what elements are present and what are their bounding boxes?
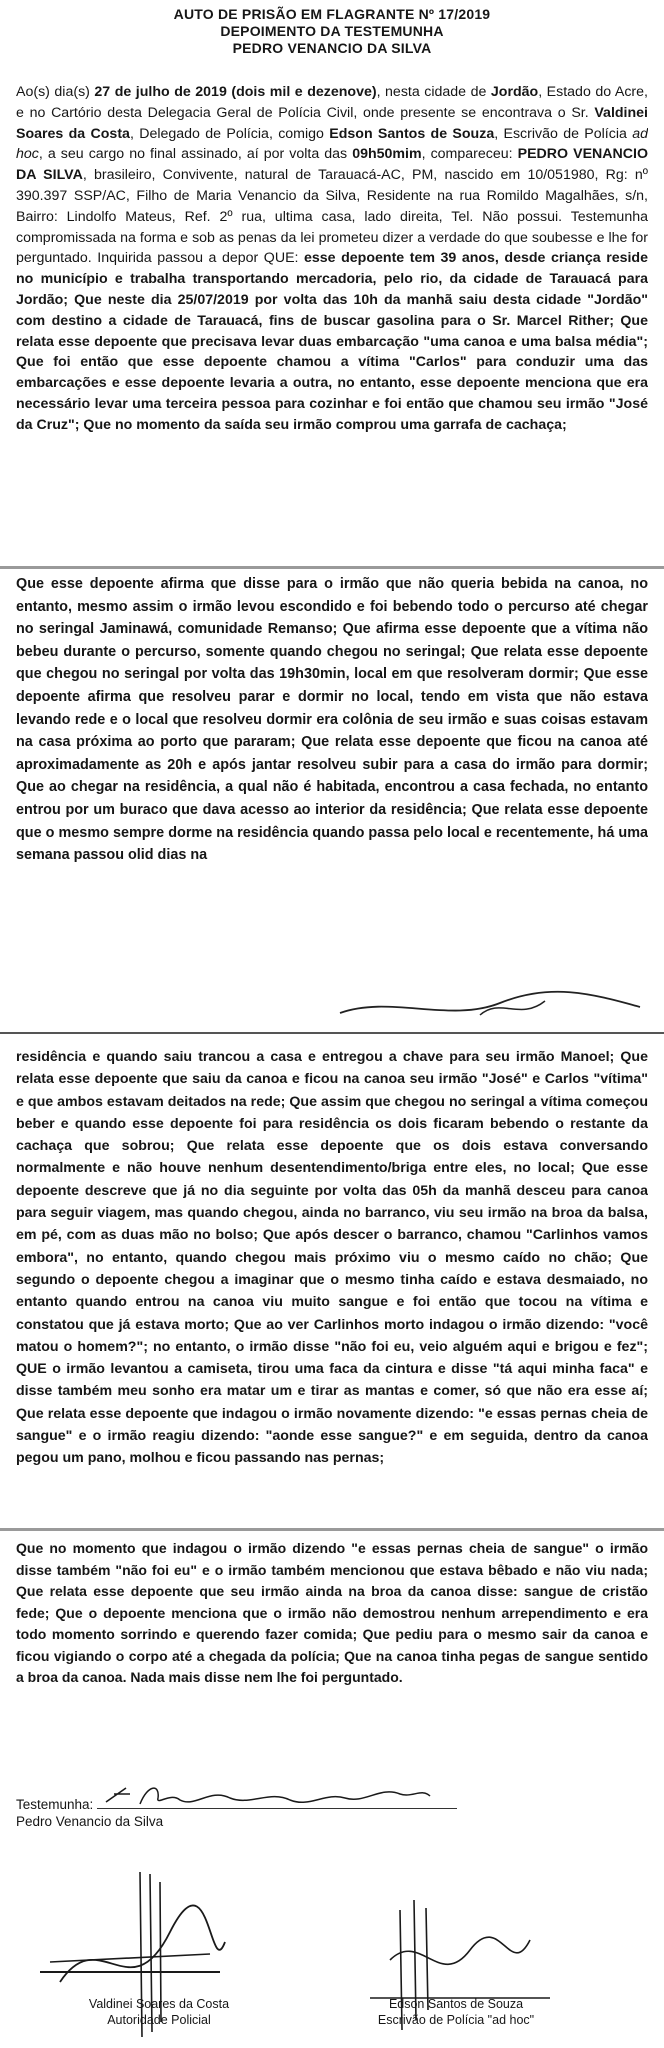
witness-label: Testemunha: (16, 1797, 94, 1812)
witness-heading: PEDRO VENANCIO DA SILVA (232, 40, 432, 56)
witness-handwritten-signature (100, 1774, 440, 1816)
text-run: , Escrivão de Polícia (494, 125, 633, 142)
statement-section-2 (16, 573, 648, 1025)
page-divider (0, 1032, 664, 1034)
date-text: 27 de julho de 2019 (dois mil e dezenove) (94, 84, 377, 100)
text-run: , brasileiro, Convivente, natural de Tarauacá-AC, PM, nascido em 10/051980, Rg: nº 390.397 SSP/AC, Filho de Maria Venancio da Silva, Residente na rua Romildo Magalhães, s/n, Bairro: Lindolfo Mateus, Ref. 2º rua, ultima casa, lado direita, Tel. Não possui. Testemunha compromissada na forma e sob as penas da lei prometeu dizer a verdade do que soubesse e lhe for perguntado. Inquirida passou a depor QUE: (16, 167, 648, 267)
statement-paragraph-3: residência e quando saiu trancou a casa e entregou a chave para seu irmão Manoel; Que relata esse depoente que saiu da canoa e ficou na canoa seu irmão "José" e Carlos "vítima" e que ambos estavam deitados na rede; Que assim que chegou no seringal a vítima começou beber e quando esse depoente foi para residência os dois ficaram bebendo o restante da cachaça que sobrou; Que relata esse depoente que os dois estava conversando normalmente e não houve nenhum desentendimento/briga entre eles, no local; Que esse depoente descreve que já no dia seguinte por volta das 05h da manhã desceu para canoa para seguir viagem, mas quando chegou, ainda no barranco, viu seu irmão na broa da balsa, em pé, com as duas mão no bolso; Que após descer o barranco, chamou "Carlinhos vamos embora", no entanto, quando chegou mais próximo viu o mesmo caído no chão; Que segundo o depoente chegou a imaginar que o mesmo tinha caído e estava desmaiado, no entanto quando entrou na canoa viu muito sangue e foi então que tocou na vítima e constatou que já estava morto; Que ao ver Carlinhos morto indagou o irmão dizendo: "você matou o homem?"; no entanto, o irmão disse "não foi eu, veio alguém aqui e brigou e fez"; QUE o irmão levantou a camiseta, tirou uma faca da cintura e disse "tá aqui minha faca" e disse também meu sonho era matar um e tirar as mantas e comer, só que não era esse aí; Que relata esse depoente que indagou o irmão novamente dizendo: "e essas pernas cheia de sangue" e o irmão reagiu dizendo: "aonde esse sangue?" e em seguida, dentro da canoa pegou um pano, molhou e ficou passando nas pernas; (16, 1049, 648, 1467)
text-run: , Delegado de Polícia, comigo (129, 125, 330, 142)
page-divider (0, 1528, 664, 1531)
page-divider (0, 566, 664, 569)
document-subtitle: DEPOIMENTO DA TESTEMUNHA (220, 23, 444, 39)
clerk-name: Edson Santos de Souza (388, 1997, 524, 2011)
clerk-signature-block (356, 1996, 556, 2028)
statement-section-4 (16, 1538, 648, 1788)
text-run: , Estado do Acre, e no Cartório desta Delegacia Geral de Polícia Civil, onde presente se encontrava o Sr. (16, 84, 648, 121)
witness-name-inline: PEDRO VENANCIO DA SILVA (16, 146, 648, 184)
clerk-name-inline: Edson Santos de Souza (329, 125, 495, 142)
testimony-text: esse depoente tem 39 anos, desde criança reside no município e trabalha transportando mercadoria, pelo rio, da cidade de Tarauacá para Jordão; Que neste dia 25/07/2019 por volta das 10h da manhã saiu desta cidade "Jordão" com destino a cidade de Tarauacá, fins de buscar gasolina para o Sr. Marcel Rither; Que relata esse depoente que precisava levar duas embarcação "uma canoa e uma balsa média"; Que foi então que esse depoente chamou a vítima "Carlos" para conduzir uma das embarcações e esse depoente levaria a outra, no entanto, esse depoente menciona que era necessário levar uma terceira pessoa para cozinhar e foi então que chamou seu irmão "José da Cruz"; Que no momento da saída seu irmão comprou uma garrafa de cachaça; (16, 250, 648, 433)
statement-section-3 (16, 1046, 648, 1482)
document-title: AUTO DE PRISÃO EM FLAGRANTE Nº 17/2019 (173, 6, 491, 22)
authority-signature-block (64, 1996, 254, 2028)
statement-paragraph-4: Que no momento que indagou o irmão dizendo "e essas pernas cheia de sangue" o irmão disse também "não foi eu" e o irmão também mencionou que estava bêbado e não viu nada; Que relata esse depoente que seu irmão ainda na broa da canoa disse: sangue de cristão fede; Que o depoente menciona que o irmão não demostrou nenhum arrependimento e era todo momento sorrindo e querendo fazer comida; Que pediu para o mesmo sair da canoa e ficou vigiando o corpo até a chegada da polícia; Que na canoa tinha pegas de sangue sentido a broa da canoa. Nada mais disse nem lhe foi perguntado. (16, 1540, 648, 1685)
statement-paragraph-2: Que esse depoente afirma que disse para o irmão que não queria bebida na canoa, no entanto, mesmo assim o irmão levou escondido e foi bebendo todo o percurso até chegar no seringal Jaminawá, comunidade Remanso; Que afirma esse depoente que a vítima não bebeu durante o percurso, somente quando chegou no seringal; Que relata esse depoente que chegou no seringal por volta das 19h30min, local em que resolveram dormir; Que esse depoente afirma que resolveu parar e dormir no local, tendo em vista que não estava levando rede e o local que resolveu dormir era colônia de seu irmão e suas coisas estavam na casa próxima ao porto que pararam; Que relata esse depoente que ficou na canoa até aproximadamente as 20h e após jantar resolveu subir para a casa do irmão para dormir; Que ao chegar na residência, a qual não é habitada, encontrou a casa fechada, no entanto entrou por um buraco que dava acesso ao interior da residência; Que relata esse depoente que o mesmo sempre dorme na residência quando passa pelo local e recentemente, há uma semana passou olid dias na (16, 576, 648, 864)
city-name: Jordão (490, 84, 539, 100)
authority-name: Valdinei Soares da Costa (88, 1997, 230, 2011)
text-run: , nesta cidade de (376, 84, 491, 100)
text-run: , compareceu: (421, 146, 518, 163)
time-text: 09h50mim (352, 146, 422, 163)
handwritten-scribble (330, 985, 650, 1025)
text-run: Ao(s) dia(s) (16, 84, 95, 100)
text-run: , a seu cargo no final assinado, aí por volta das (38, 146, 353, 163)
statement-section-1 (16, 82, 648, 562)
witness-name: Pedro Venancio da Silva (16, 1814, 164, 1829)
authority-role: Autoridade Policial (107, 2013, 211, 2027)
delegate-name: Valdinei Soares da Costa (16, 104, 648, 142)
ad-hoc-text: ad hoc (16, 125, 648, 163)
statement-paragraph-1 (16, 82, 648, 436)
document-header (0, 6, 664, 57)
clerk-role: Escrivão de Polícia "ad hoc" (377, 2013, 535, 2027)
